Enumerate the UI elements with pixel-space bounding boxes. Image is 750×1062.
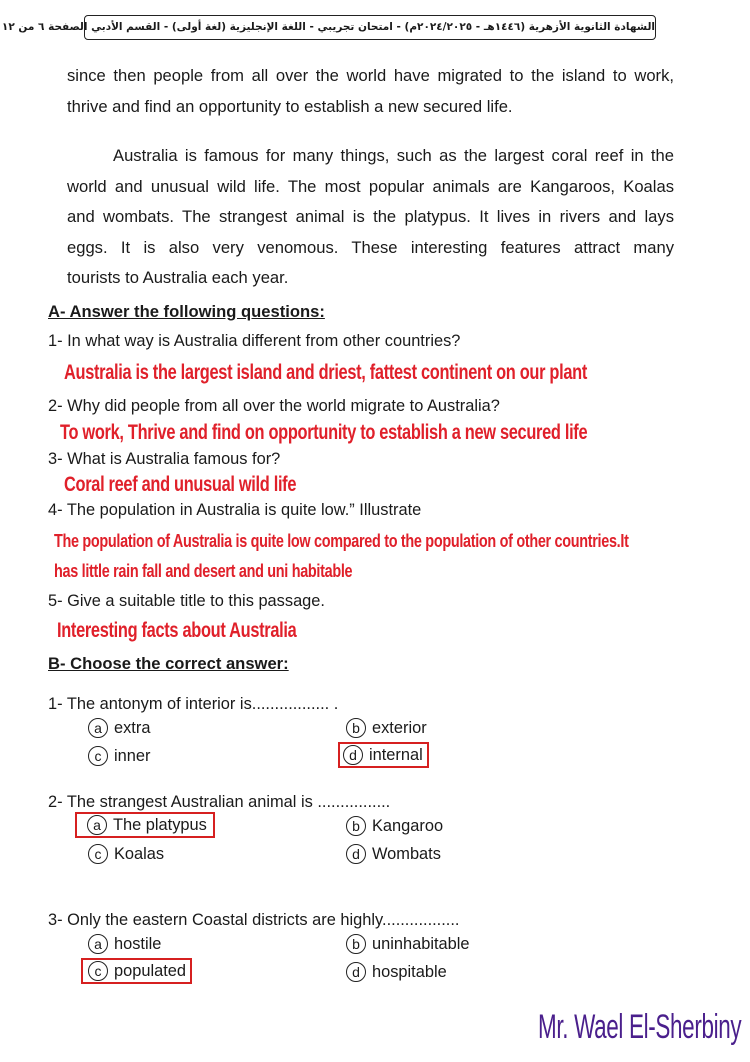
option-b3-c-selected[interactable] bbox=[83, 960, 190, 982]
answer-a1: Australia is the largest island and driest, fattest continent on our plant bbox=[64, 361, 588, 384]
option-letter: c bbox=[88, 961, 108, 981]
option-letter: a bbox=[88, 718, 108, 738]
option-text: Wombats bbox=[372, 844, 441, 863]
section-a-title: A- Answer the following questions: bbox=[48, 302, 325, 321]
option-b2-d[interactable] bbox=[346, 844, 441, 864]
option-b1-a[interactable] bbox=[88, 718, 150, 738]
question-a2: 2- Why did people from all over the world migrate to Australia? bbox=[48, 397, 500, 415]
passage-line: Australia is famous for many things, such as the largest coral reef in the bbox=[113, 146, 674, 165]
section-b-title: B- Choose the correct answer: bbox=[48, 654, 289, 673]
passage-line: since then people from all over the world have migrated to the island to work, bbox=[67, 66, 674, 85]
question-a1: 1- In what way is Australia different from other countries? bbox=[48, 332, 461, 350]
option-b2-b[interactable] bbox=[346, 816, 443, 836]
question-a4: 4- The population in Australia is quite low.” Illustrate bbox=[48, 501, 422, 519]
option-text: hospitable bbox=[372, 962, 447, 981]
author-signature: Mr. Wael El-Sherbiny bbox=[538, 1008, 742, 1046]
option-text: inner bbox=[114, 746, 151, 765]
answer-a5: Interesting facts about Australia bbox=[57, 619, 297, 642]
question-b3: 3- Only the eastern Coastal districts are highly................. bbox=[48, 911, 460, 929]
option-b3-a[interactable] bbox=[88, 934, 161, 954]
option-letter: a bbox=[88, 934, 108, 954]
answer-a4-line-2: has little rain fall and desert and uni habitable bbox=[54, 560, 353, 581]
option-letter: c bbox=[88, 844, 108, 864]
question-a3: 3- What is Australia famous for? bbox=[48, 450, 281, 468]
option-text: populated bbox=[114, 961, 187, 980]
option-letter: d bbox=[346, 962, 366, 982]
option-text: hostile bbox=[114, 934, 162, 953]
option-b2-c[interactable] bbox=[88, 844, 164, 864]
option-b1-d-selected[interactable] bbox=[340, 744, 427, 766]
option-b2-a-selected[interactable] bbox=[77, 814, 213, 836]
passage-line: world and unusual wild life. The most popular animals are Kangaroos, Koalas bbox=[67, 176, 674, 196]
option-b3-b[interactable] bbox=[346, 934, 470, 954]
option-text: exterior bbox=[372, 718, 427, 737]
passage-line: and wombats. The strangest animal is the platypus. It lives in rivers and lays bbox=[67, 207, 674, 226]
option-b1-c[interactable] bbox=[88, 746, 150, 766]
passage-line: tourists to Australia each year. bbox=[67, 268, 289, 287]
passage-paragraph-1 bbox=[67, 61, 674, 122]
option-b1-b[interactable] bbox=[346, 718, 427, 738]
question-a5: 5- Give a suitable title to this passage. bbox=[48, 592, 325, 610]
option-text: Koalas bbox=[114, 844, 165, 863]
passage-line: thrive and find an opportunity to establish a new secured life. bbox=[67, 96, 513, 116]
option-letter: b bbox=[346, 718, 366, 738]
option-letter: b bbox=[346, 934, 366, 954]
passage-paragraph-2 bbox=[67, 141, 674, 294]
option-text: Kangaroo bbox=[372, 816, 444, 835]
option-text: extra bbox=[114, 718, 151, 737]
option-letter: d bbox=[343, 745, 363, 765]
option-text: uninhabitable bbox=[372, 934, 470, 953]
option-letter: b bbox=[346, 816, 366, 836]
option-letter: d bbox=[346, 844, 366, 864]
answer-a3: Coral reef and unusual wild life bbox=[64, 473, 297, 496]
option-letter: a bbox=[87, 815, 107, 835]
answer-a2: To work, Thrive and find on opportunity to establish a new secured life bbox=[60, 421, 588, 444]
question-b1: 1- The antonym of interior is................. . bbox=[48, 695, 339, 713]
question-b2: 2- The strangest Australian animal is ................ bbox=[48, 793, 391, 811]
option-letter: c bbox=[88, 746, 108, 766]
passage-line: eggs. It is also very venomous. These interesting features attract many bbox=[67, 237, 674, 257]
option-text: The platypus bbox=[113, 815, 207, 834]
exam-header: الشهادة الثانوية الأزهرية (١٤٤٦هـ - ٢٠٢٤/٢٠٢٥م) - امتحان تجريبي - اللغة الإنجليزية (لغة أولى) - القسم الأدبي الصفحة ٦ من ١٢ bbox=[84, 15, 656, 40]
option-b3-d[interactable] bbox=[346, 962, 447, 982]
option-text: internal bbox=[369, 745, 423, 764]
answer-a4-line-1: The population of Australia is quite low compared to the population of other countries.It bbox=[54, 530, 629, 551]
